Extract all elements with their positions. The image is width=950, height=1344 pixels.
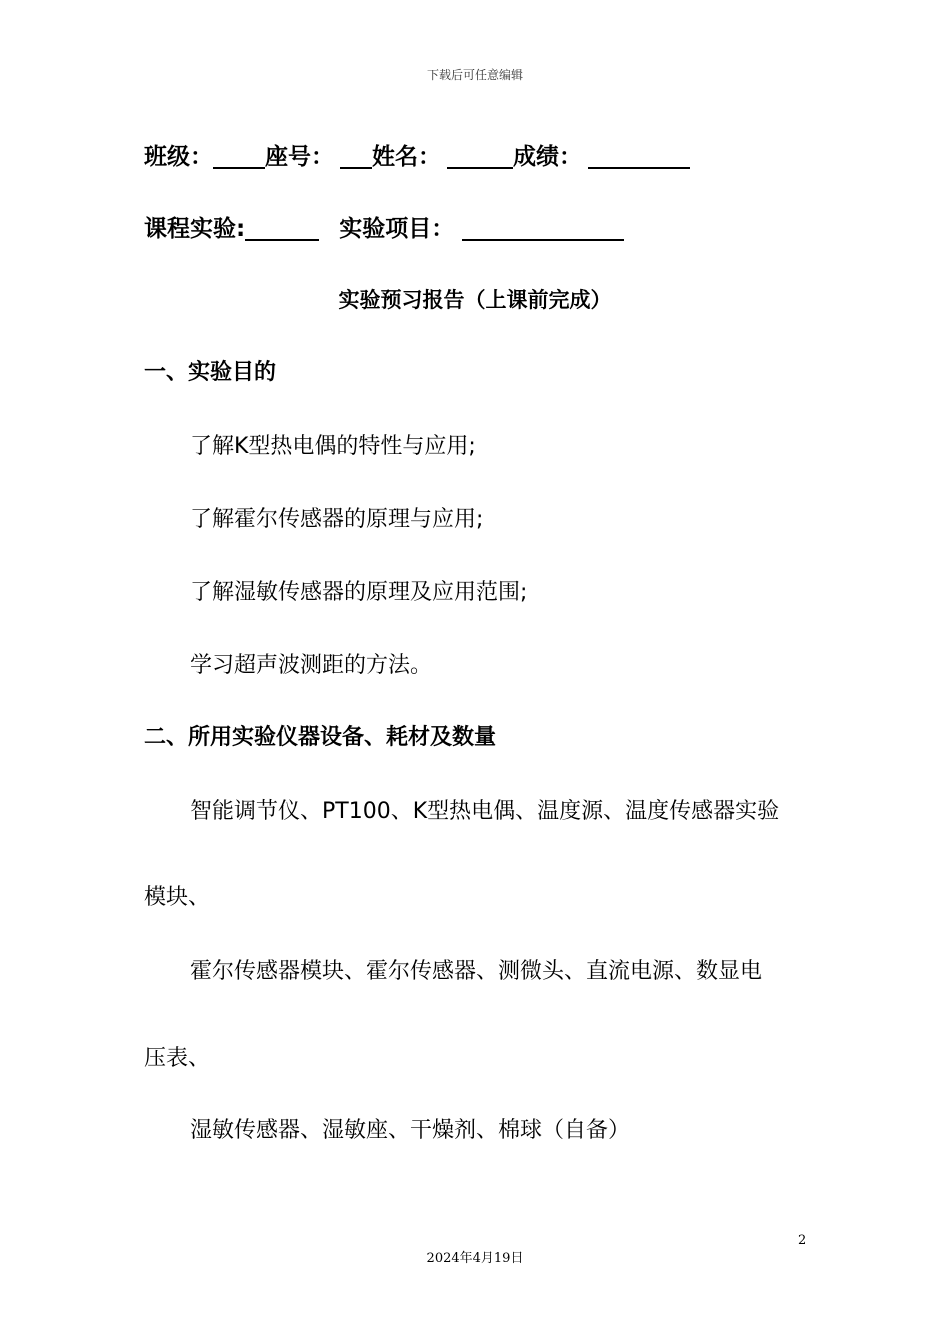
header-note: 下载后可任意编辑 — [426, 68, 523, 82]
objective-item-4: 学习超声波测距的方法。 — [190, 653, 433, 678]
objective-item-3: 了解湿敏传感器的原理及应用范围; — [190, 580, 528, 605]
section-1-heading: 一、实验目的 — [144, 360, 277, 385]
class-label: 班级： — [144, 144, 213, 170]
equipment-para-3: 湿敏传感器、湿敏座、干燥剂、棉球（自备） — [190, 1118, 631, 1143]
equipment-para-1-line-1: 智能调节仪、PT100、K型热电偶、温度源、温度传感器实验 — [190, 799, 780, 824]
footer-date: 2024年4月19日 — [426, 1251, 524, 1266]
course-blank[interactable] — [245, 215, 319, 241]
seat-label: 座号： — [265, 144, 334, 170]
objective-item-2: 了解霍尔传感器的原理与应用; — [190, 507, 484, 532]
page-number: 2 — [798, 1233, 807, 1248]
score-label: 成绩： — [513, 144, 582, 170]
section-2-heading: 二、所用实验仪器设备、耗材及数量 — [144, 725, 497, 750]
class-blank[interactable] — [213, 143, 265, 169]
equipment-para-2-line-1: 霍尔传感器模块、霍尔传感器、测微头、直流电源、数显电 — [190, 959, 763, 984]
equipment-para-1-line-2: 模块、 — [144, 885, 211, 910]
course-label: 课程实验: — [144, 216, 246, 242]
project-label: 实验项目： — [339, 216, 455, 242]
equipment-para-2-line-2: 压表、 — [144, 1046, 211, 1071]
seat-blank[interactable] — [340, 143, 372, 169]
score-blank[interactable] — [588, 143, 690, 169]
student-info-line — [144, 138, 690, 171]
objective-item-1: 了解K型热电偶的特性与应用; — [190, 434, 476, 459]
name-blank[interactable] — [447, 143, 513, 169]
course-info-line — [144, 210, 624, 243]
name-label: 姓名： — [372, 144, 441, 170]
report-title: 实验预习报告（上课前完成） — [338, 288, 612, 312]
project-blank[interactable] — [462, 215, 624, 241]
